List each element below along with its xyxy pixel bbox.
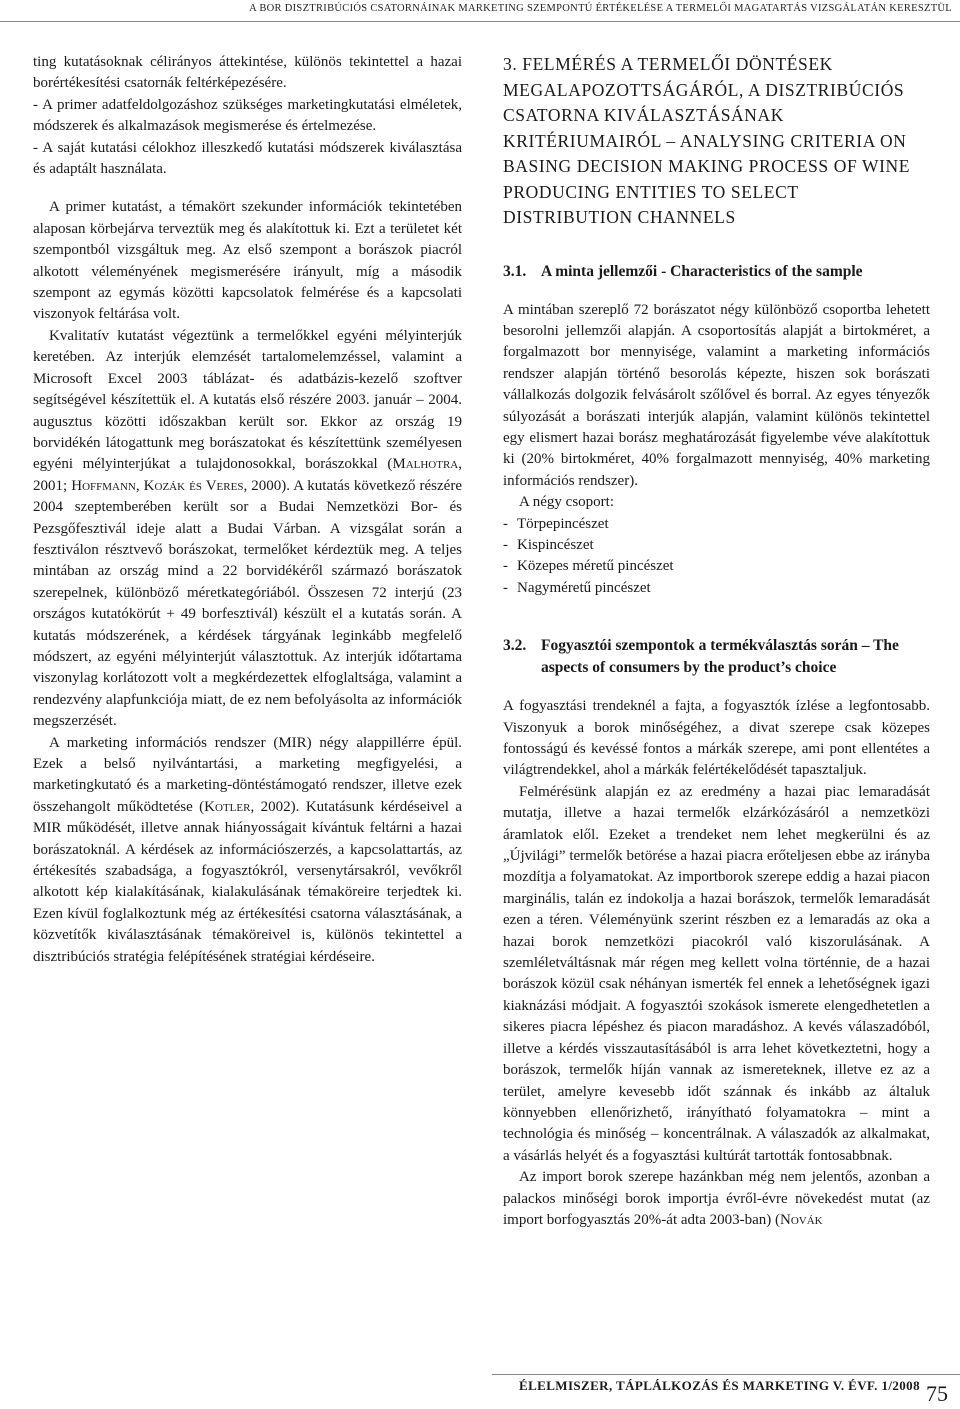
list-item xyxy=(503,514,930,535)
paragraph-survey-result: Felmérésünk alapján ez az eredmény a hazai piac lemaradását mutatja, illetve a hazai termelők elzárkózásáról a nemzetközi áramlatok elől. Ezeket a trendeket nem lehet megkerülni és az „Újvilági” termelők betörése a hazai piacra erőteljesen ebbe az irányba mozdítja a folyamatokat. Az importborok szerepe eddig a hazai piacon marginális, talán ez indokolja a hazai borászok, termelők lemaradását ezen a téren. Véleményünk szerint részben ez a lemaradás az oka a hazai borok nemzetközi piacokról való kiszorulásának. A szemléletváltásnak már régen meg kellett volna történnie, de a hazai borászok közül csak néhányan ismerték fel ennek a lehetőségnek igazi kiaknázási módjait. A fogyasztói szokások ismerete elengedhetetlen a sikeres piacra lépéshez és piacon maradáshoz. A kevés válaszadóból, illetve a kérdés visszautasításából is arra lehet következtetni, hogy a borászok, termelők híján vannak az ismereteknek, illetve ez az a terület, amelyre kevesebb időt szánnak és inkább az általuk könnyebben ellenőrizhető, irányítható folyamatokra – mint a technológia és minőség – koncentrálnak. A válaszadók az alkalmakat, a vásárlás helyét és a fogyasztási kultúrát tartották fontosabbnak. xyxy=(503,783,930,1164)
text-run: , 2000). A kutatás következő részére 2004 szeptemberében került sor a Budai Nemzetközi Bor- és Pezsgőfesztivál ideje alatt a Budai Várban. A vizsgálat során a fesztiválon résztvevő borászokat, termelőket kérdeztük meg. A teljes mintában az ország mind a 22 borvidékéről származó borászatok szerepelnek, különböző méretkategóriából. Összesen 72 interjú (23 országos kutatókörút + 49 borfesztivál) készült el a kutatás során. A kutatás módszerének, a kérdések tárgyának leginkább megfelelő módszert, az egyéni mélyinterjút választottuk. Az interjúk időtartama viszonylag korlátozott volt a megkérdezettek elfoglaltsága, valamint a rendezvény alapfunkciója miatt, de ez nem befolyásolta az információk megszerzését. xyxy=(33,477,462,730)
list-item xyxy=(503,556,930,577)
dash: - xyxy=(503,515,508,532)
list-item-label: Kispincészet xyxy=(517,536,594,553)
page-number: 75 xyxy=(926,1381,948,1406)
text-run: , 2001; xyxy=(33,456,462,494)
dash: - xyxy=(503,579,508,596)
subsection-heading: A minta jellemzői - Characteristics of the sample xyxy=(541,262,863,280)
text-run: , 2002). Kutatásunk kérdéseivel a MIR működését, illetve annak hiányosságait kívántuk feltárni a hazai borászatoknál. A kérdések az információszerzés, a kapcsolattartás, az értékesítés szabadsága, a fogyasztókról, versenytársakról, vevőkről alkotott kép kialakításának, kialakulásának témaköreire terjedtek ki. Ezen kívül foglalkoztunk még az értékesítési csatorna választásának, a közvetítők kiválasztásának témaköreivel is, különös tekintettel a disztribúciós stratégia felépítésének stratégiai kérdéseire. xyxy=(33,798,462,965)
citation: Malhotra xyxy=(392,456,459,473)
citation: Novák xyxy=(780,1211,823,1228)
subsection-title xyxy=(503,635,930,679)
list-item xyxy=(503,535,930,556)
dash: - xyxy=(503,536,508,553)
groups-list xyxy=(503,514,930,600)
paragraph-mir xyxy=(33,733,462,968)
header-rule xyxy=(0,21,960,22)
bullet-item: - A saját kutatási célokhoz illeszkedő kutatási módszerek kiválasztása és adaptált használata. xyxy=(33,139,462,178)
text-run: Kvalitatív kutatást végeztünk a termelőkkel egyéni mélyinterjúk keretében. Az interjúk elemzését tartalomelemzéssel, valamint a Microsoft Excel 2003 táblázat- és adatbázis-kezelő szoftver segítségével készítettük el. A kutatás első részére 2003. január – 2004. augusztus közötti időszakban került sor. Ekkor az ország 19 borvidékén látogattunk meg borászatokat és készítettünk személyesen egyéni mélyinterjúkat a tulajdonosokkal, borászokkal ( xyxy=(33,327,462,473)
right-column xyxy=(503,52,930,1231)
paragraph-continuation: ting kutatásoknak célirányos áttekintése, különös tekintettel a hazai borértékesítési csatornák feltérképezésére. xyxy=(33,54,462,92)
text-run: A marketing információs rendszer (MIR) négy alappillérre épül. Ezek a belső nyilvántartási, a marketing megfigyelési, a marketingkutató és a marketing-döntéstámogató rendszer, illetve ezek összehangolt működtetése ( xyxy=(33,734,462,815)
paragraph-import xyxy=(503,1167,930,1231)
paragraph-qualitative-research xyxy=(33,326,462,733)
paragraph-sample: A mintában szereplő 72 borászatot négy különböző csoportba lehetett besorolni jellemzői alapján. A csoportosítás alapját a birtokméret, a forgalmazott bor mennyisége, valamint a marketing információs rendszer alapján történő besorolás képezte, hiszen sok borászati vállalkozás dolgozik felvásárolt szőlővel és borral. Az egyes tényezők súlyozását a borászati interjúk alapján, valamint különös tekintettel egy elismert hazai borász meghatározását figyelembe véve alakítottuk ki (20% birtokméret, 40% forgalmazott mennyiség, 40% marketing információs rendszer). xyxy=(503,301,930,489)
left-column xyxy=(33,52,462,968)
subsection-number: 3.1. xyxy=(503,262,527,280)
citation: Hoffmann, Kozák és Veres xyxy=(71,477,244,494)
footer-rule xyxy=(492,1374,960,1375)
subsection-heading: Fogyasztói szempontok a termékválasztás során – The aspects of consumers by the product’s choice xyxy=(541,637,899,677)
journal-footer: ÉLELMISZER, TÁPLÁLKOZÁS ÉS MARKETING V. ÉVF. 1/2008 xyxy=(519,1378,920,1393)
paragraph-consumer-trends: A fogyasztási trendeknél a fajta, a fogyasztók ízlése a legfontosabb. Viszonyuk a borok minőségéhez, a divat szerepe csak közepes fontosságú és kevéssé fontos a márkák szerepe, ami pont ellentétes a világtrendekkel, ahol a márkák felértékelődését tapasztaljuk. xyxy=(503,698,930,779)
list-item-label: Nagyméretű pincészet xyxy=(517,579,651,596)
text-run: Az import borok szerepe hazánkban még nem jelentős, azonban a palackos minőségi borok importja évről-évre növekedést mutat (az import borfogyasztás 20%-át adta 2003-ban) ( xyxy=(503,1169,930,1228)
paragraph-primary-research: A primer kutatást, a témakört szekunder információk tekintetében alaposan körbejárva terveztük meg és alakítottuk ki. Ezt a területet két szempontból vizsgáltuk meg. Az első szempont a borászok piacról alkotott véleményének megismerésére irányult, míg a második szempont az egymás közötti kapcsolatok felmérése és a kapcsolati viszonyok feltárása volt. xyxy=(33,199,462,323)
bullet-item: - A primer adatfeldolgozáshoz szükséges marketingkutatási elméletek, módszerek és alkalmazások megismerése és értelmezése. xyxy=(33,96,462,135)
subsection-number: 3.2. xyxy=(503,637,527,655)
list-item-label: Törpepincészet xyxy=(517,515,609,532)
section-title: 3. FELMÉRÉS A TERMELŐI DÖNTÉSEK MEGALAPOZOTTSÁGÁRÓL, A DISZTRIBÚCIÓS CSATORNA KIVÁLASZTÁSÁNAK KRITÉRIUMAIRÓL – ANALYSING CRITERIA ON BASING DECISION MAKING PROCESS OF WINE PRODUCING ENTITIES TO SELECT DISTRIBUTION CHANNELS xyxy=(503,54,911,227)
list-item-label: Közepes méretű pincészet xyxy=(517,558,674,575)
running-head: A BOR DISZTRIBÚCIÓS CSATORNÁINAK MARKETING SZEMPONTÚ ÉRTÉKELÉSE A TERMELŐI MAGATARTÁS VIZSGÁLATÁN KERESZTÜL xyxy=(249,3,952,14)
groups-intro: A négy csoport: xyxy=(519,494,614,511)
subsection-title xyxy=(503,261,930,283)
list-item xyxy=(503,578,930,599)
dash: - xyxy=(503,558,508,575)
citation: Kotler xyxy=(204,798,251,815)
